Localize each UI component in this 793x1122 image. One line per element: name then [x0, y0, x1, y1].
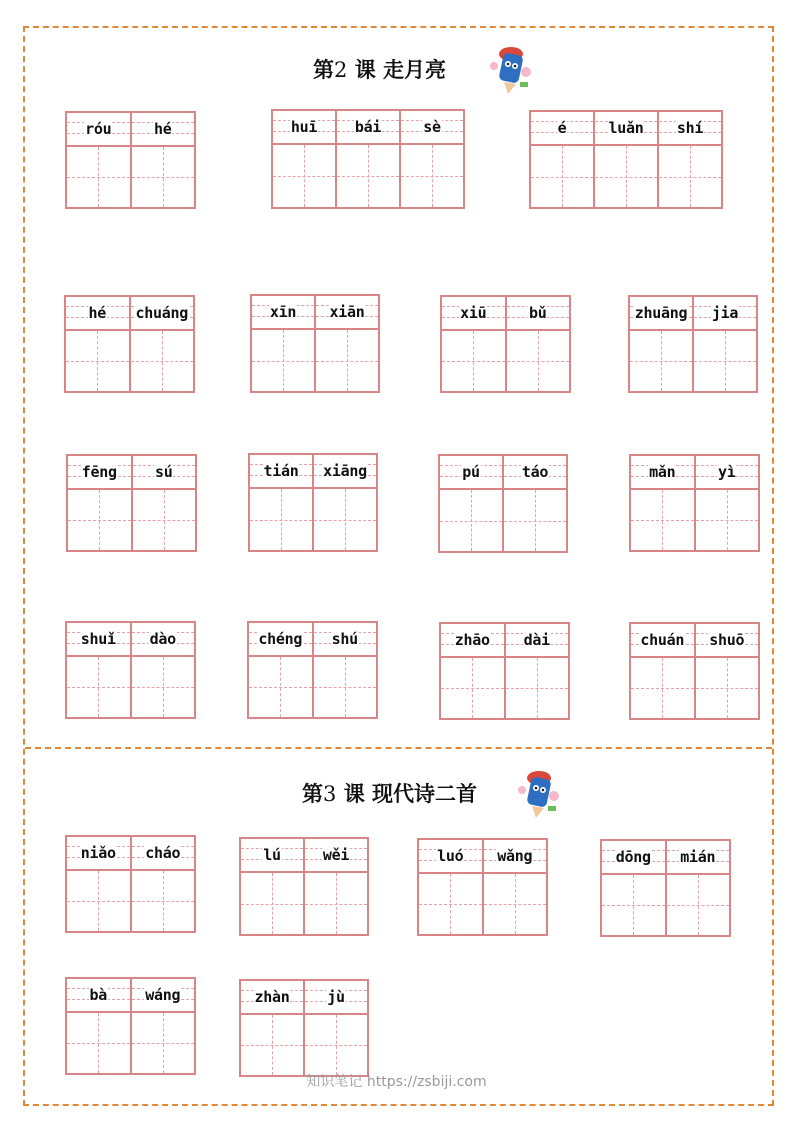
pencil-mascot-icon: [486, 42, 534, 96]
character-writing-box[interactable]: [484, 874, 547, 934]
section-divider: [25, 747, 772, 749]
character-writing-box[interactable]: [506, 658, 569, 718]
pinyin-label: bǔ: [529, 304, 547, 322]
pinyin-label: chuáng: [135, 304, 188, 322]
pinyin-label: hé: [154, 120, 172, 138]
grid-cell: [312, 623, 377, 717]
tianzige-grid: [65, 621, 196, 719]
character-writing-box[interactable]: [241, 1015, 303, 1075]
pinyin-label: bái: [354, 118, 382, 136]
pinyin-label: lú: [263, 846, 281, 864]
character-writing-box[interactable]: [314, 657, 377, 717]
character-writing-box[interactable]: [133, 490, 196, 550]
grid-cell: [335, 111, 399, 207]
grid-cell: [504, 624, 569, 718]
grid-cell: [130, 837, 195, 931]
grid-cell: [67, 837, 130, 931]
character-writing-box[interactable]: [132, 147, 195, 207]
grid-cell: [130, 113, 195, 207]
pinyin-label: zhuāng: [634, 304, 688, 322]
grid-cell: [241, 981, 303, 1075]
character-writing-box[interactable]: [132, 871, 195, 931]
pinyin-label: zhāo: [454, 631, 490, 649]
grid-cell: [314, 296, 378, 391]
grid-cell: [67, 113, 130, 207]
grid-cell: [692, 297, 756, 391]
tianzige-grid: [600, 839, 731, 937]
pinyin-label: wěi: [322, 846, 350, 864]
character-writing-box[interactable]: [316, 330, 378, 391]
tianzige-grid: [250, 294, 380, 393]
grid-cell: [303, 839, 367, 934]
tianzige-grid: [628, 295, 758, 393]
tianzige-grid: [247, 621, 378, 719]
character-writing-box[interactable]: [252, 330, 314, 391]
tianzige-grid: [66, 454, 197, 552]
pinyin-label: tián: [263, 462, 299, 480]
grid-cell: [303, 981, 367, 1075]
grid-cell: [502, 456, 566, 551]
character-writing-box[interactable]: [305, 873, 367, 934]
tianzige-grid: [629, 622, 760, 720]
character-writing-box[interactable]: [504, 490, 566, 551]
character-writing-box[interactable]: [67, 1013, 130, 1073]
pinyin-label: é: [557, 119, 567, 137]
pinyin-label: dài: [523, 631, 550, 649]
grid-cell: [419, 840, 482, 934]
grid-cell: [252, 296, 314, 391]
pinyin-label: wáng: [145, 986, 181, 1004]
pinyin-label: shuǐ: [80, 630, 116, 648]
pinyin-label: chéng: [258, 630, 303, 648]
pinyin-label: huī: [290, 118, 318, 136]
pinyin-label: shí: [676, 119, 704, 137]
character-writing-box[interactable]: [696, 658, 759, 718]
pinyin-label: luǎn: [608, 119, 644, 137]
grid-cell: [68, 456, 131, 550]
character-writing-box[interactable]: [67, 147, 130, 207]
pinyin-label: wǎng: [497, 847, 533, 865]
character-writing-box[interactable]: [314, 489, 376, 550]
grid-cell: [482, 840, 547, 934]
tianzige-grid: [438, 454, 568, 553]
grid-cell: [130, 623, 195, 717]
grid-cell: [694, 456, 759, 550]
pinyin-label: xiū: [460, 304, 487, 322]
grid-cell: [440, 456, 502, 551]
character-writing-box[interactable]: [419, 874, 482, 934]
pinyin-label: xiān: [329, 303, 365, 321]
lesson-2-title: 第2 课 走月亮: [313, 58, 446, 82]
character-writing-box[interactable]: [442, 331, 505, 391]
character-writing-box[interactable]: [249, 657, 312, 717]
lesson-3-title: 第3 课 现代诗二首: [302, 782, 477, 806]
pinyin-label: xīn: [269, 303, 297, 321]
pinyin-label: dào: [149, 630, 176, 648]
grid-cell: [312, 455, 376, 550]
character-writing-box[interactable]: [67, 871, 130, 931]
pinyin-label: chuán: [640, 631, 685, 649]
pinyin-label: zhàn: [254, 988, 290, 1006]
tianzige-grid: [248, 453, 378, 552]
grid-cell: [505, 297, 570, 391]
pinyin-label: sú: [155, 463, 173, 481]
character-writing-box[interactable]: [241, 873, 303, 934]
character-writing-box[interactable]: [441, 658, 504, 718]
grid-cell: [602, 841, 665, 935]
grid-cell: [399, 111, 463, 207]
grid-cell: [249, 623, 312, 717]
tianzige-grid: [65, 977, 196, 1075]
pinyin-label: jia: [711, 304, 739, 322]
character-writing-box[interactable]: [305, 1015, 367, 1075]
grid-cell: [250, 455, 312, 550]
character-writing-box[interactable]: [507, 331, 570, 391]
grid-cell: [657, 112, 721, 207]
grid-cell: [630, 297, 692, 391]
grid-cell: [241, 839, 303, 934]
tianzige-grid: [439, 622, 570, 720]
character-writing-box[interactable]: [401, 145, 463, 207]
grid-cell: [131, 456, 196, 550]
tianzige-grid: [239, 837, 369, 936]
character-writing-box[interactable]: [667, 875, 730, 935]
character-writing-box[interactable]: [273, 145, 335, 207]
pinyin-label: niǎo: [80, 844, 116, 862]
character-writing-box[interactable]: [694, 331, 756, 391]
grid-cell: [631, 624, 694, 718]
pinyin-label: bà: [89, 986, 107, 1004]
grid-cell: [593, 112, 657, 207]
character-writing-box[interactable]: [131, 331, 194, 391]
character-writing-box[interactable]: [630, 331, 692, 391]
grid-cell: [67, 623, 130, 717]
character-writing-box[interactable]: [595, 146, 657, 207]
character-writing-box[interactable]: [696, 490, 759, 550]
pinyin-label: yì: [718, 463, 736, 481]
tianzige-grid: [64, 295, 195, 393]
character-writing-box[interactable]: [631, 490, 694, 550]
character-writing-box[interactable]: [631, 658, 694, 718]
grid-cell: [129, 297, 194, 391]
character-writing-box[interactable]: [531, 146, 593, 207]
grid-cell: [67, 979, 130, 1073]
character-writing-box[interactable]: [68, 490, 131, 550]
grid-cell: [273, 111, 335, 207]
character-writing-box[interactable]: [337, 145, 399, 207]
character-writing-box[interactable]: [132, 1013, 195, 1073]
grid-cell: [66, 297, 129, 391]
character-writing-box[interactable]: [440, 490, 502, 551]
grid-cell: [694, 624, 759, 718]
pinyin-label: fēng: [81, 463, 117, 481]
tianzige-grid: [271, 109, 465, 209]
pencil-mascot-icon: [514, 766, 562, 820]
character-writing-box[interactable]: [67, 657, 130, 717]
grid-cell: [531, 112, 593, 207]
character-writing-box[interactable]: [602, 875, 665, 935]
grid-cell: [441, 624, 504, 718]
grid-cell: [665, 841, 730, 935]
pinyin-label: shuō: [709, 631, 745, 649]
pinyin-label: luó: [437, 847, 464, 865]
character-writing-box[interactable]: [66, 331, 129, 391]
pinyin-label: táo: [521, 463, 549, 481]
character-writing-box[interactable]: [659, 146, 721, 207]
pinyin-label: jù: [327, 988, 345, 1006]
grid-cell: [442, 297, 505, 391]
pinyin-label: mǎn: [649, 463, 676, 481]
character-writing-box[interactable]: [132, 657, 195, 717]
pinyin-label: pú: [462, 463, 480, 481]
pinyin-label: sè: [423, 118, 441, 136]
pinyin-label: cháo: [145, 844, 181, 862]
pinyin-label: mián: [680, 848, 716, 866]
tianzige-grid: [529, 110, 723, 209]
tianzige-grid: [417, 838, 548, 936]
tianzige-grid: [65, 111, 196, 209]
pinyin-label: shú: [331, 630, 358, 648]
pinyin-label: hé: [88, 304, 106, 322]
footer-watermark: 知识笔记 https://zsbiji.com: [306, 1074, 487, 1090]
tianzige-grid: [629, 454, 760, 552]
pinyin-label: dōng: [615, 848, 651, 866]
character-writing-box[interactable]: [250, 489, 312, 550]
tianzige-grid: [239, 979, 369, 1077]
pinyin-label: xiāng: [323, 462, 367, 480]
pinyin-label: róu: [85, 120, 112, 138]
grid-cell: [130, 979, 195, 1073]
tianzige-grid: [440, 295, 571, 393]
grid-cell: [631, 456, 694, 550]
tianzige-grid: [65, 835, 196, 933]
